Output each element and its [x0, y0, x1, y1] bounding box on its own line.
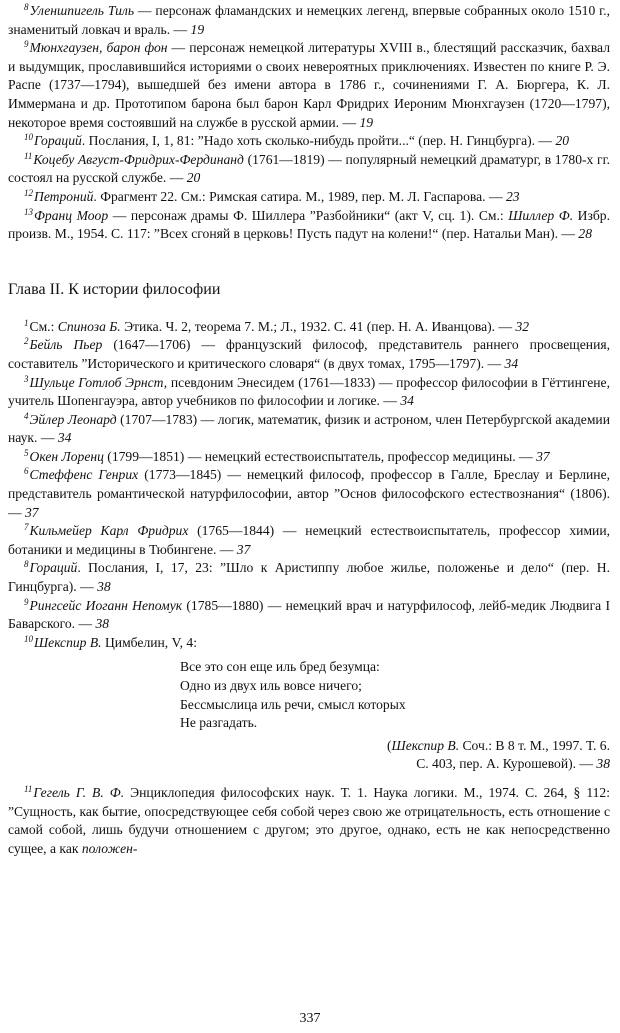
footnote-name: Мюнхгаузен, барон фон	[29, 40, 168, 56]
footnote-text: — персонаж драмы Ф. Шиллера ”Разбойники“ (акт V, сц. 1). См.:	[108, 207, 509, 223]
footnote-number: 10	[24, 132, 33, 143]
chapter-note-11	[8, 784, 610, 858]
verse-source	[8, 737, 610, 774]
chapter-note-8	[8, 559, 610, 596]
footnote-text: (1773—1845) — немецкий философ, профессор в Галле, Бреслау и Берлине, представитель романтической натурфилософии, автор ”Основ философского естествознания“ (1806). —	[8, 467, 611, 520]
footnote-number: 5	[24, 447, 29, 458]
footnote-page: 20	[186, 170, 201, 186]
verse-source-author: Шекспир В.	[391, 737, 460, 753]
footnote-prefix: См.:	[29, 318, 58, 334]
footnote-page: 32	[515, 318, 530, 334]
footnote-number: 12	[24, 187, 33, 198]
footnote-number: 6	[24, 466, 29, 477]
footnote-text: . Послания, I, 1, 81: ”Надо хоть сколько-нибудь пройти...“ (пер. Н. Гинцбурга). —	[81, 133, 556, 149]
footnote-12	[8, 188, 610, 207]
footnote-page: 23	[505, 188, 520, 204]
footnote-text: (1765—1844) — немецкий естествоиспытатель, профессор химии, ботаники и медицины в Тюбингене. —	[8, 523, 610, 557]
footnote-number: 9	[24, 39, 29, 50]
footnote-text: . Послания, I, 17, 23: ”Шло к Аристиппу любое жилье, положенье и дело“ (пер. Н. Гинцбурга). —	[8, 560, 610, 595]
footnote-text: (1707—1783) — логик, математик, физик и астроном, член Петербургской академии наук. —	[8, 411, 610, 446]
footnote-13	[8, 207, 610, 244]
footnote-text: Этика. Ч. 2, теорема 7. М.; Л., 1932. С. 41 (пер. Н. А. Иванцова). —	[120, 318, 516, 334]
footnote-name-2: Шиллер Ф.	[508, 207, 574, 223]
footnote-text: — персонаж немецкой литературы XVIII в., блестящий рассказчик, бахвал и выдумщик, прославившийся историями о своих невероятных приключениях. Известен по книге Р. Э. Распе (1737—1794), вышедшей без имени автора в 1786 г., сочинениями Г. А. Бюргера, К. Л. Иммермана и др. Прототипом барона был барон Карл Фридрих Иероним Мюнхгаузен (1720—1797), некоторое время состоявший на службе в русской армии. —	[8, 40, 610, 130]
footnote-number: 7	[24, 522, 29, 533]
verse-source-line-2	[8, 755, 610, 774]
footnote-text: псевдоним Энесидем (1761—1833) — профессор философии в Гёттингене, учитель Шопенгауэра, автор учебников по философии и логике. —	[8, 374, 610, 409]
chapter-note-4	[8, 411, 610, 448]
chapter-note-1	[8, 318, 610, 337]
verse-quote	[180, 658, 610, 732]
footnote-name: Гегель Г. В. Ф.	[33, 784, 125, 800]
footnote-text: . Фрагмент 22. См.: Римская сатира. М., 1989, пер. М. Л. Гаспарова. —	[93, 188, 506, 204]
footnote-page: 19	[190, 21, 205, 37]
footnote-text: (1785—1880) — немецкий врач и натурфилософ, лейб-медик Людвига I Баварского. —	[8, 597, 610, 632]
footnote-page: 37	[236, 541, 251, 557]
notes-chapter	[8, 318, 610, 653]
chapter-note-9	[8, 597, 610, 634]
footnote-page: 38	[95, 616, 110, 632]
footnote-number: 11	[24, 783, 33, 794]
chapter-note-7	[8, 522, 610, 559]
footnote-number: 11	[24, 150, 33, 161]
footnote-8	[8, 2, 610, 39]
footnote-10	[8, 132, 610, 151]
verse-line: Бессмыслица иль речи, смысл которых	[180, 696, 406, 712]
footnote-number: 10	[24, 633, 33, 644]
footnote-page: 34	[504, 355, 519, 371]
footnote-page: 19	[359, 114, 374, 130]
footnote-number: 13	[24, 206, 33, 217]
footnote-name: Коцебу Август-Фридрих-Фердинанд	[33, 151, 244, 167]
verse-source-page: 38	[596, 756, 610, 772]
verse-line: Все это сон еще иль бред безумца:	[180, 659, 380, 675]
footnote-name: Эйлер Леонард	[29, 411, 117, 427]
chapter-note-10	[8, 634, 610, 653]
chapter-note-3	[8, 374, 610, 411]
footnote-name: Окен Лоренц	[29, 448, 104, 464]
footnote-page: 34	[400, 393, 414, 409]
footnote-text: (1647—1706) — французский философ, представитель раннего просвещения, составитель ”Исторического и критического словаря“ (в двух томах, 1795—1797). —	[8, 337, 610, 371]
footnote-tail: положен-	[81, 840, 138, 856]
footnote-text: Цимбелин, V, 4:	[101, 634, 198, 650]
footnote-11	[8, 151, 610, 188]
chapter-note-5	[8, 448, 610, 467]
footnote-page: 28	[578, 226, 592, 242]
notes-top	[8, 2, 610, 244]
footnote-text: — персонаж фламандских и немецких легенд, впервые собранных около 1510 г., знаменитый ловкач и враль. —	[8, 3, 610, 37]
footnote-name: Рингсейс Иоганн Непомук	[29, 597, 183, 613]
footnote-page: 37	[536, 448, 550, 464]
footnote-number: 8	[24, 559, 29, 570]
footnote-number: 1	[24, 317, 29, 328]
footnote-page: 20	[555, 133, 570, 149]
footnote-number: 9	[24, 596, 29, 607]
footnote-number: 3	[24, 373, 29, 384]
footnote-text: (1799—1851) — немецкий естествоиспытатель, профессор медицины. —	[103, 448, 537, 464]
footnote-page: 37	[25, 504, 39, 520]
footnote-name: Бейль Пьер	[29, 337, 103, 353]
verse-line: Не разгадать.	[180, 715, 258, 731]
chapter-note-2	[8, 336, 610, 373]
footnote-page: 34	[57, 430, 72, 446]
page-number: 337	[299, 1011, 321, 1026]
footnote-text: Энциклопедия философских наук. Т. 1. Наука логики. М., 1974. С. 264, § 112: ”Сущность, как бытие, опосредствующее себя собой через свою же отрицательность, есть отношение с самой собой, лишь будучи отношением с другом; это другое, однако, есть не как непосредственно сущее, а как	[8, 784, 610, 856]
chapter-note-6	[8, 466, 610, 522]
footnote-text-2: Избр. произв. М., 1954. С. 117: ”Всех сгоняй в церковь! Пусть падут на колени!“ (пер. Натальи Ман). —	[8, 207, 610, 242]
footnote-name: Гораций	[29, 560, 78, 576]
footnote-number: 4	[24, 410, 29, 421]
verse-source-text-1: Соч.: В 8 т. М., 1997. Т. 6.	[459, 737, 610, 753]
verse-line: Одно из двух иль вовсе ничего;	[180, 678, 362, 693]
footnote-name: Шекспир В.	[34, 634, 102, 650]
footnote-number: 8	[24, 2, 29, 12]
verse-source-line-1	[8, 737, 610, 756]
footnote-number: 2	[24, 336, 29, 347]
footnote-text: (1761—1819) — популярный немецкий драматург, в 1780-х гг. состоял на русской службе. —	[8, 151, 611, 186]
footnote-name: Кильмейер Карл Фридрих	[29, 523, 189, 539]
footnote-name: Уленшпигель Тиль	[29, 3, 135, 18]
footnote-name: Франц Моор	[34, 207, 109, 223]
open-paren: (	[386, 737, 392, 753]
footnote-name: Стеффенс Генрих	[29, 467, 139, 483]
verse-source-text-2: С. 403, пер. А. Курошевой). —	[416, 756, 597, 772]
footnote-name: Петроний	[34, 188, 94, 204]
footnote-9	[8, 39, 610, 132]
footnote-name: Спиноза Б.	[57, 318, 121, 334]
footnote-name: Шульце Готлоб Эрнст,	[29, 374, 168, 390]
footnote-name: Гораций	[34, 133, 82, 149]
footnote-page: 38	[97, 579, 111, 595]
chapter-title: Глава II. К истории философии	[8, 280, 221, 298]
